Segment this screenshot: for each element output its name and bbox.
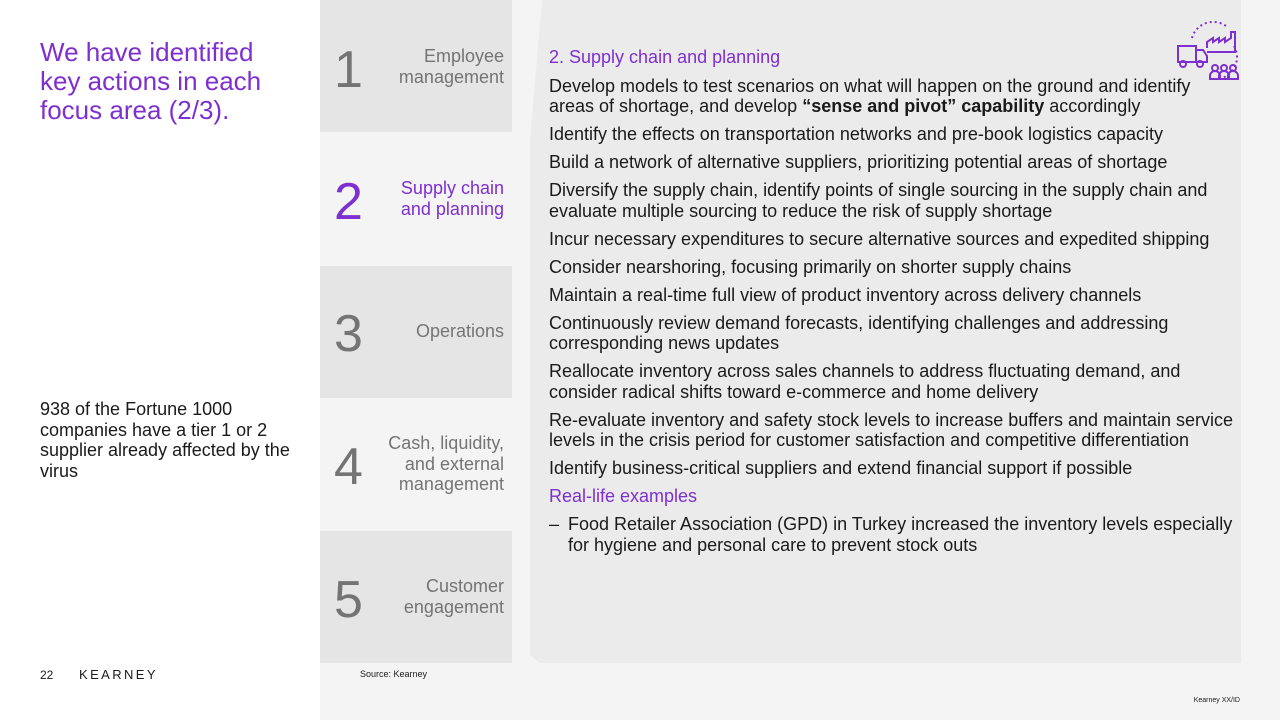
nav-number: 3 <box>334 305 363 363</box>
action-item: Diversify the supply chain, identify points of single sourcing in the supply chain and evaluate multiple sourcing to reduce the risk of supply shortage <box>549 180 1208 221</box>
page-number: 22 <box>40 668 54 682</box>
action-item: Build a network of alternative suppliers, prioritizing potential areas of shortage <box>549 152 1168 172</box>
action-item: Continuously review demand forecasts, identifying challenges and addressing corresponding news updates <box>549 312 1169 353</box>
action-bold-text: “sense and pivot” capability <box>802 96 1045 116</box>
key-statistic: 938 of the Fortune 1000 companies have a tier 1 or 2 supplier already affected by the virus <box>40 399 290 481</box>
section-title: 2. Supply chain and planning <box>549 47 781 67</box>
nav-label: Operations <box>415 321 504 341</box>
left-panel <box>0 0 320 720</box>
action-item: Maintain a real-time full view of product inventory across delivery channels <box>549 284 1142 305</box>
supply-chain-truck-factory-people-icon <box>1174 18 1242 82</box>
action-item: Identify business-critical suppliers and extend financial support if possible <box>549 458 1133 478</box>
examples-title: Real-life examples <box>549 486 698 506</box>
action-item: Incur necessary expenditures to secure alternative sources and expedited shipping <box>549 228 1210 249</box>
source-note: Source: Kearney <box>360 669 428 679</box>
nav-label: Supply chain and planning <box>400 178 504 219</box>
nav-number: 4 <box>334 438 363 496</box>
nav-label: Cash, liquidity, and external management <box>388 433 504 494</box>
action-item: Consider nearshoring, focusing primarily on shorter supply chains <box>549 256 1072 277</box>
nav-label: Customer engagement <box>403 576 504 617</box>
footer-reference: Kearney XX/ID <box>1193 697 1240 704</box>
example-item <box>549 514 1239 555</box>
nav-label: Employee management <box>398 46 504 87</box>
section-content <box>549 47 1239 555</box>
page-title: We have identified key actions in each focus area (2/3). <box>40 37 262 125</box>
example-dash: – <box>549 514 560 534</box>
nav-number: 1 <box>334 41 363 99</box>
action-item: Identify the effects on transportation networks and pre-book logistics capacity <box>549 124 1164 144</box>
action-text: Develop models to test scenarios on what will happen on the ground and identify areas of shortage, and develop <box>549 75 1191 116</box>
nav-number: 5 <box>334 571 363 629</box>
nav-item-cash-liquidity[interactable] <box>320 398 512 531</box>
kearney-logo: KEARNEY <box>79 667 158 682</box>
nav-item-customer-engagement[interactable] <box>320 531 512 663</box>
example-text: Food Retailer Association (GPD) in Turkey increased the inventory levels especially for hygiene and personal care to prevent stock outs <box>568 514 1233 555</box>
nav-item-supply-chain[interactable] <box>320 132 512 266</box>
action-item <box>549 76 1239 117</box>
nav-number: 2 <box>334 173 363 231</box>
nav-item-operations[interactable] <box>320 266 512 398</box>
nav-item-employee-management[interactable] <box>320 0 512 132</box>
action-item: Re-evaluate inventory and safety stock levels to increase buffers and maintain service levels in the crisis period for customer satisfaction and competitive differentiation <box>549 409 1234 450</box>
action-item: Reallocate inventory across sales channels to address fluctuating demand, and consider radical shifts toward e-commerce and home delivery <box>549 361 1181 402</box>
action-text: accordingly <box>1044 96 1141 116</box>
focus-area-nav <box>320 0 512 663</box>
